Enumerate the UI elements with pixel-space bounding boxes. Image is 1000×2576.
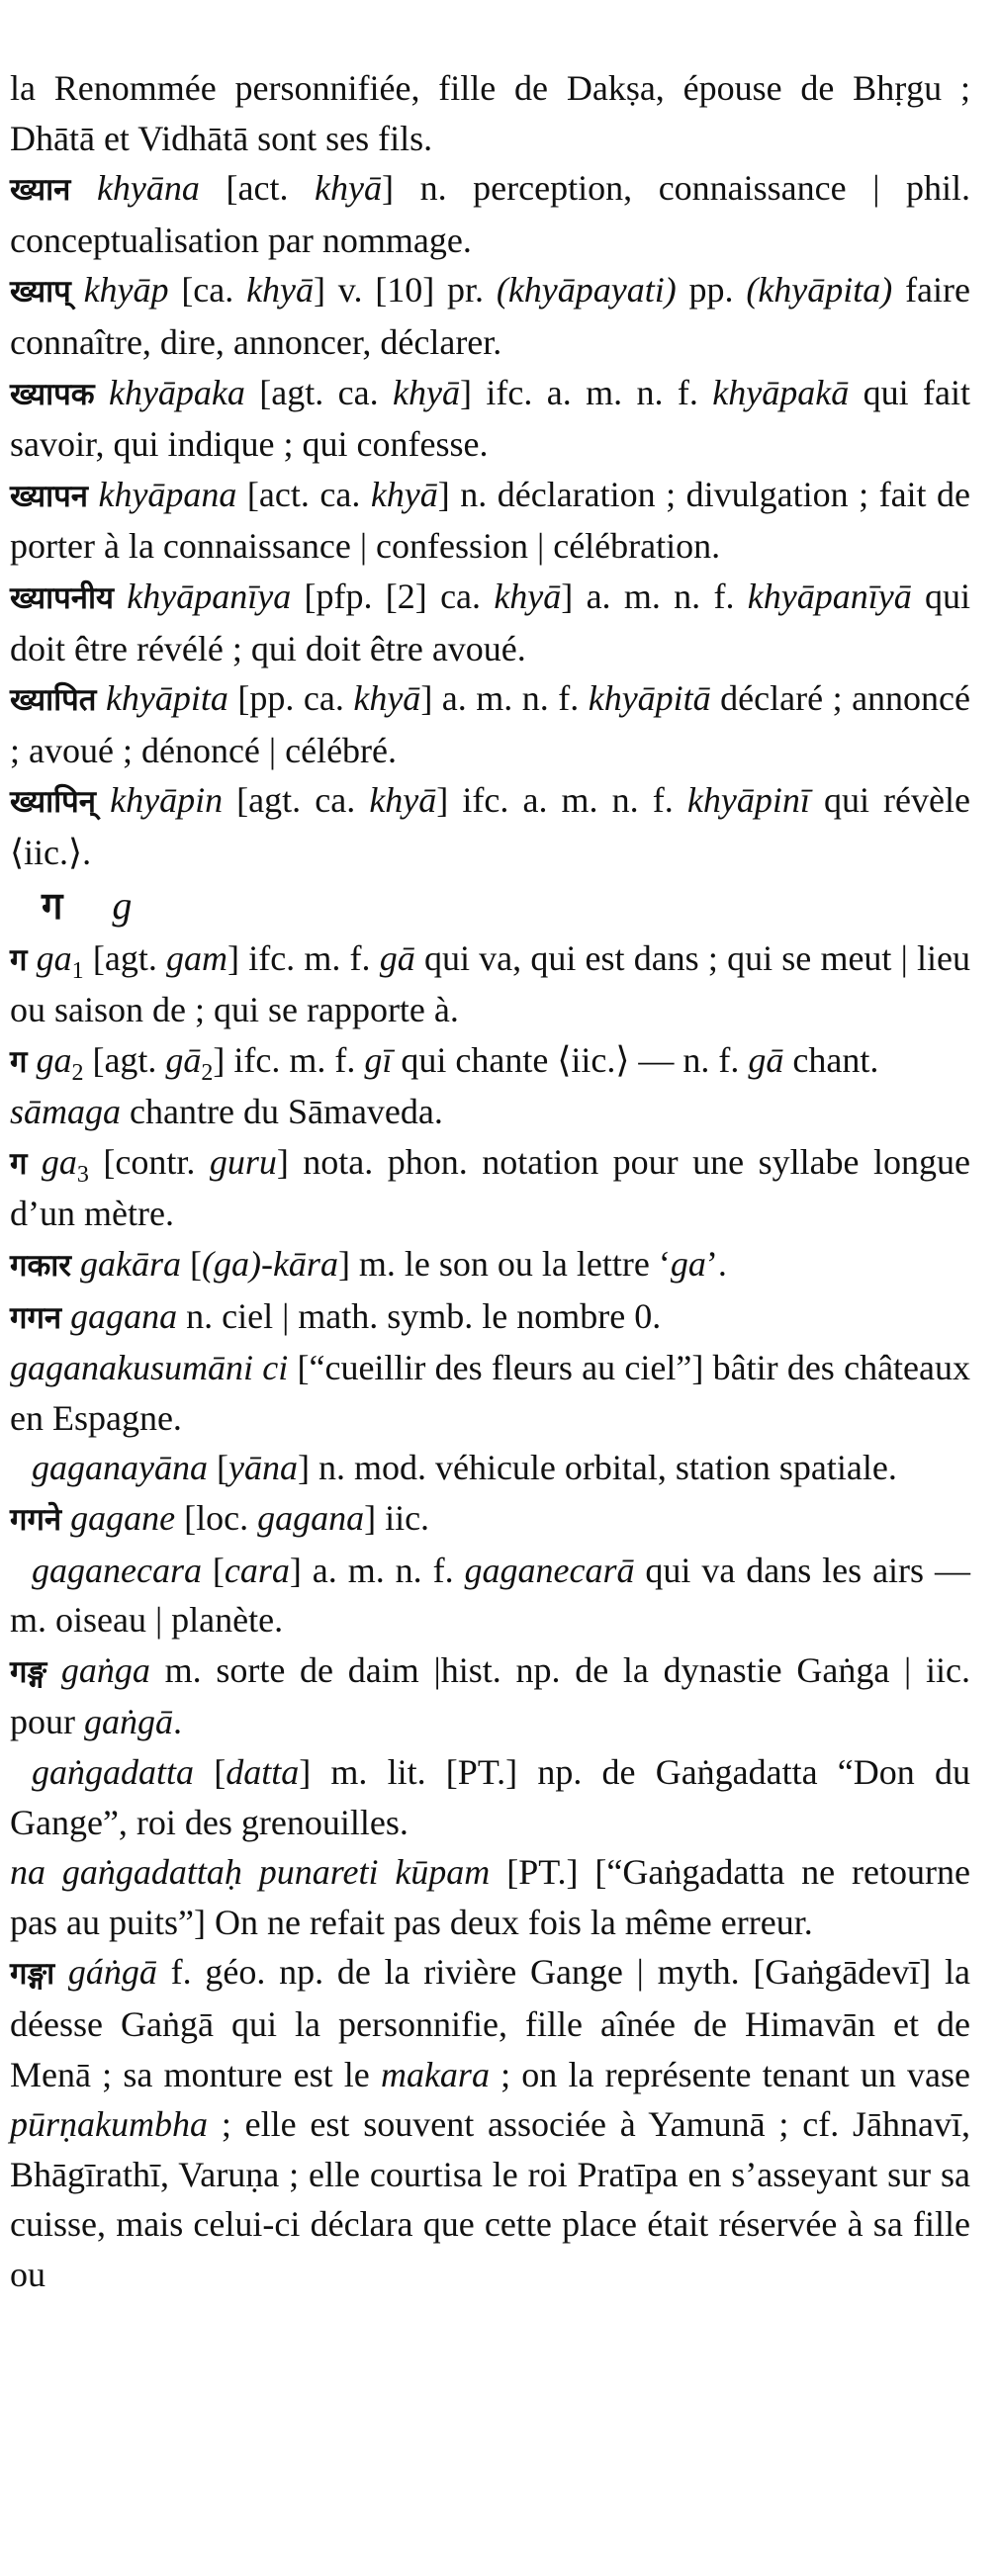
dictionary-entry: ख्यापक khyāpaka [agt. ca. khyā] ifc. a. m. n. f. khyāpakā qui fait savoir, qui indique ; qui confesse. [10, 372, 970, 465]
dictionary-entry: ख्यान khyāna [act. khyā] n. perception, connaissance | phil. conceptualisation par nommage. [10, 168, 970, 260]
dictionary-entry: ख्यापिन् khyāpin [agt. ca. khyā] ifc. a. m. n. f. khyāpinī qui révèle ⟨iic.⟩. [10, 780, 970, 872]
dictionary-entry: ख्यापनीय khyāpanīya [pfp. [2] ca. khyā] a. m. n. f. khyāpanīyā qui doit être révélé ; qui doit être avoué. [10, 576, 970, 668]
dictionary-entry: gaganayāna [yāna] n. mod. véhicule orbital, station spatiale. [32, 1448, 897, 1488]
dictionary-entry: ग $ga_1$ [agt. gam] ifc. m. f. gā qui va, qui est dans ; qui se meut | lieu ou saison de ; qui se rapporte à. [10, 937, 971, 1030]
dictionary-entry: gaganecara [cara] a. m. n. f. gaganecarā qui va dans les airs — m. oiseau | planète. [10, 1550, 970, 1641]
dictionary-entry: गङ्ग gaṅga m. sorte de daim |hist. np. de la dynastie Gaṅga | iic. pour gaṅgā. [10, 1649, 970, 1742]
dictionary-entry: ख्यापन khyāpana [act. ca. khyā] n. déclaration ; divulgation ; fait de porter à la connaissance | confession | célébration. [10, 474, 971, 567]
section-header [10, 878, 970, 933]
section-devanagari: ग [42, 883, 63, 928]
dictionary-entry: गकार gakāra [(ga)-kāra] m. le son ou la lettre ‘ga’. [10, 1244, 727, 1285]
dictionary-entry: ग $ga_2$ [agt. $gā_2$] ifc. m. f. gī qui chante ⟨iic.⟩ — n. f. gā chant. [10, 1039, 879, 1086]
section-latin: g [112, 882, 133, 928]
dictionary-entry: ग $ga_3$ [contr. guru] nota. phon. notation pour une syllabe longue d’un mètre. [10, 1141, 970, 1234]
entry-continuation: la Renommée personnifiée, fille de Dakṣa, épouse de Bhṛgu ; Dhātā et Vidhātā sont ses fils. [10, 68, 970, 158]
dictionary-entry: गगने gagane [loc. gagana] iic. [10, 1498, 430, 1539]
dictionary-entry: gaganakusumāni ci [“cueillir des fleurs au ciel”] bâtir des châteaux en Espagne. [10, 1348, 971, 1438]
dictionary-entry: ख्यापित khyāpita [pp. ca. khyā] a. m. n. f. khyāpitā déclaré ; annoncé ; avoué ; dénoncé | célébré. [10, 678, 970, 770]
dictionary-entry: gaṅgadatta [datta] m. lit. [PT.] np. de Gaṅgadatta “Don du Gange”, roi des grenouilles. [10, 1752, 970, 1842]
dictionary-page [10, 63, 970, 2300]
dictionary-entry: गङ्गा gáṅgā f. géo. np. de la rivière Gange | myth. [Gaṅgādevī] la déesse Gaṅgā qui la personnifie, fille aînée de Himavān et de Menā ; sa monture est le makara ; on la représente tenant un vase pūrṇakumbha ; elle est souvent associée à Yamunā ; cf. Jāhnavī, Bhāgīrathī, Varuṇa ; elle courtisa le roi Pratīpa en s’asseyant sur sa cuisse, mais celui-ci déclara que cette place était réservée à sa fille ou [10, 1952, 971, 2294]
dictionary-entry: गगन gagana n. ciel | math. symb. le nombre 0. [10, 1295, 662, 1336]
dictionary-entry: na gaṅgadattaḥ punareti kūpam [PT.] [“Gaṅgadatta ne retourne pas au puits”] On ne refait pas deux fois la même erreur. [10, 1852, 970, 1942]
dictionary-entry: sāmaga chantre du Sāmaveda. [10, 1092, 443, 1132]
dictionary-entry: ख्याप् khyāp [ca. khyā] v. [10] pr. (khyāpayati) pp. (khyāpita) faire connaître, dire, annoncer, déclarer. [10, 270, 971, 362]
